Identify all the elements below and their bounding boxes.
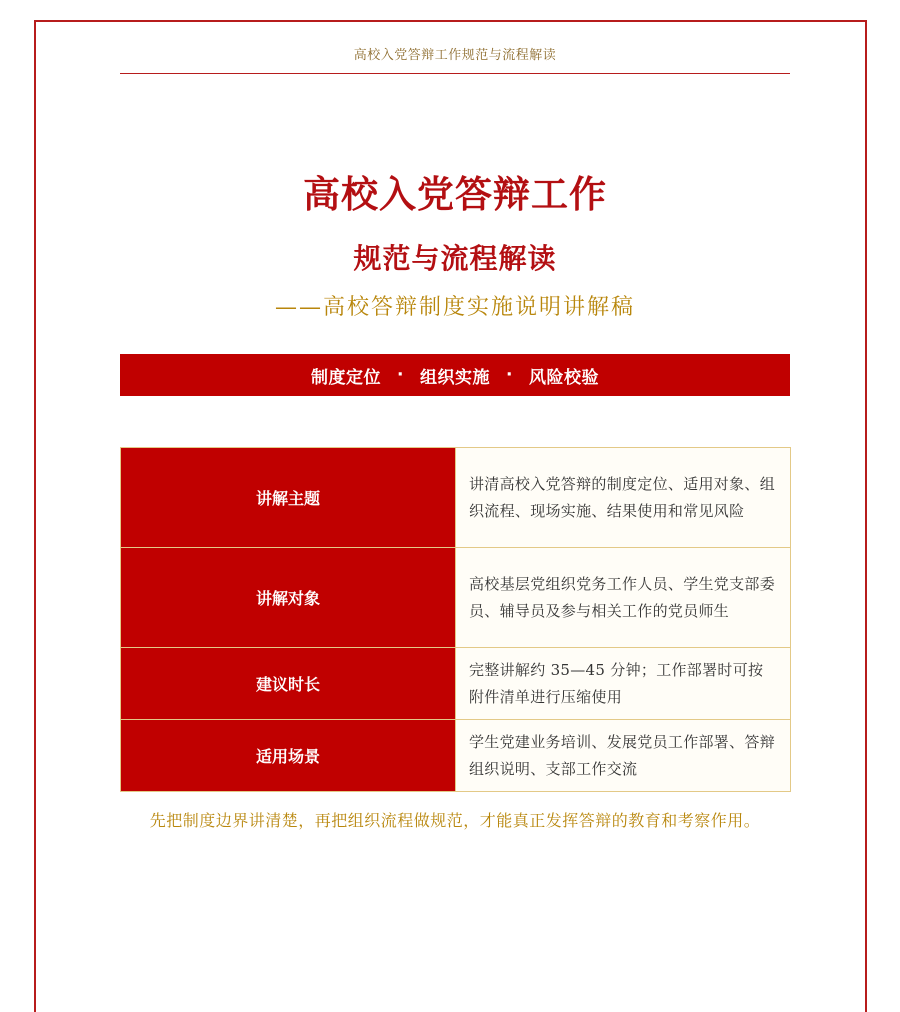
running-header: 高校入党答辩工作规范与流程解读 (353, 48, 557, 63)
banner-separator: · (397, 365, 404, 385)
row-value: 讲清高校入党答辩的制度定位、适用对象、组织流程、现场实施、结果使用和常见风险 (456, 448, 791, 548)
row-value: 高校基层党组织党务工作人员、学生党支部委员、辅导员及参与相关工作的党员师生 (456, 548, 791, 648)
info-table (120, 447, 791, 792)
table-row (121, 720, 791, 792)
table-row (121, 548, 791, 648)
table-row (121, 448, 791, 548)
sub-title: 规范与流程解读 (353, 242, 557, 275)
row-value: 学生党建业务培训、发展党员工作部署、答辩组织说明、支部工作交流 (456, 720, 791, 792)
main-title: 高校入党答辩工作 (303, 173, 607, 216)
row-label: 讲解对象 (121, 548, 456, 648)
row-label: 建议时长 (121, 648, 456, 720)
banner-keyword: 组织实施 (420, 367, 490, 388)
row-label: 适用场景 (121, 720, 456, 792)
closing-note: 先把制度边界讲清楚，再把组织流程做规范，才能真正发挥答辩的教育和考察作用。 (149, 811, 761, 830)
banner-separator: · (506, 365, 513, 385)
row-value: 完整讲解约 35—45 分钟；工作部署时可按附件清单进行压缩使用 (456, 648, 791, 720)
banner-keyword: 风险校验 (528, 367, 599, 388)
table-row (121, 648, 791, 720)
header-divider (120, 73, 790, 74)
tagline: ——高校答辩制度实施说明讲解稿 (274, 295, 635, 320)
keyword-banner (120, 354, 790, 396)
row-label: 讲解主题 (121, 448, 456, 548)
banner-keyword: 制度定位 (311, 367, 382, 388)
